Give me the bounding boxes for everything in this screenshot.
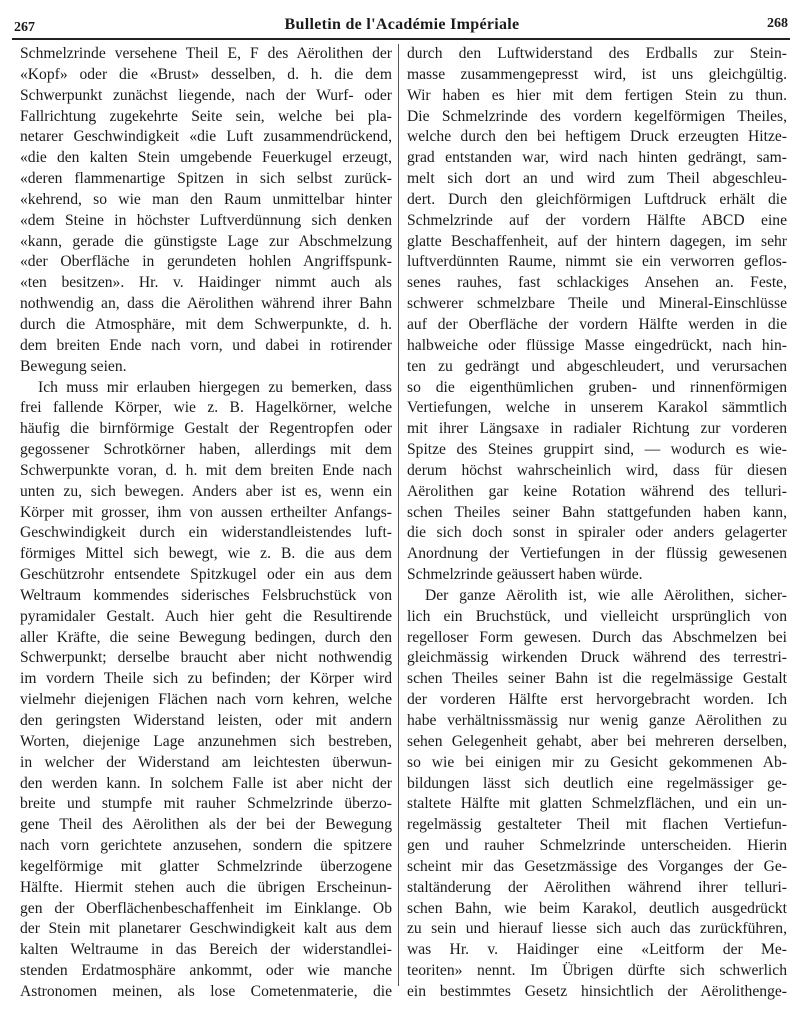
text-line: Die Schmelzrinde des vordern kegelförmigen Theiles, xyxy=(407,107,787,125)
text-line: derum höchst wahrscheinlich wird, dass für diesen xyxy=(407,461,787,479)
text-line: habe verhältnissmässig nur wenig ganze Aërolithen zu xyxy=(407,712,787,729)
text-line: häufig die birnförmige Gestalt der Regentropfen oder xyxy=(20,420,392,438)
page-number-left: 267 xyxy=(14,20,35,35)
text-line: nach vorn gerichtete anzusehen, sondern die spitzere xyxy=(20,837,392,855)
text-line: so wie bei einigen mir zu Gesicht gekommenen Ab- xyxy=(407,753,787,771)
text-line: was Hr. v. Haidinger eine «Leitform der Me- xyxy=(407,941,787,959)
text-line: Schmelzrinde versehene Theil E, F des Aërolithen der xyxy=(20,45,392,62)
text-line: Geschwindigkeit durch ein widerstandleistendes luft- xyxy=(20,524,392,542)
text-line: durch den Luftwiderstand des Erdballs zur Stein- xyxy=(407,45,787,62)
text-line: Weltraum kommendes siderisches Felsbruchstück von xyxy=(20,586,392,604)
running-header xyxy=(12,14,792,38)
text-line: gen der Oberflächenbeschaffenheit im Einklange. Ob xyxy=(20,899,392,917)
text-line: schen Bahn, wie beim Karakol, deutlich ausgedrückt xyxy=(407,899,787,917)
text-line: Schmelzrinde geäussert haben würde. xyxy=(407,566,643,584)
text-line: dem breiten Ende nach vorn, und dabei in rotirender xyxy=(20,336,392,354)
header-rule xyxy=(12,38,790,40)
text-line: Körper mit grosser, ihm von aussen ertheilter Anfangs- xyxy=(20,503,392,521)
text-line: zu sein und hierauf liesse sich auch das zurückführen, xyxy=(407,920,787,938)
text-line: frei fallende Körper, wie z. B. Hagelkörner, welche xyxy=(20,399,392,417)
text-line: Aërolithen gar keine Rotation während des telluri- xyxy=(407,482,787,500)
text-line: regelloser Form gewesen. Durch das Abschmelzen bei xyxy=(407,628,787,646)
text-line: kegelförmige mit glatter Schmelzrinde überzogene xyxy=(20,857,392,875)
text-line: «dem Steine in höchster Luftverdünnung sich denken xyxy=(20,211,392,229)
text-line: Worten, diejenige Lage anzunehmen sich bestreben, xyxy=(20,732,392,750)
text-line: gene Theil des Aërolithen als der bei der Bewegung xyxy=(20,816,392,834)
text-line: der Stein mit planetarer Geschwindigkeit kalt aus dem xyxy=(20,920,392,938)
text-line: Bewegung seien. xyxy=(20,357,127,375)
text-line: in welcher der Widerstand am leichtesten überwun- xyxy=(20,753,392,771)
journal-title: Bulletin de l'Académie Impériale xyxy=(284,16,520,33)
text-line: scheint mir das Gesetzmässige des Vorganges der Ge- xyxy=(407,857,787,875)
text-line: nothwendig an, dass die Aërolithen während ihrer Bahn xyxy=(20,295,392,313)
text-line: dert. Durch den gleichförmigen Luftdruck erhält die xyxy=(407,190,787,208)
text-line: schwerer schmelzbare Theile und Mineral-Einschlüsse xyxy=(407,295,787,313)
text-line: schen Theiles seiner Bahn ist die regelmässige Gestalt xyxy=(407,670,787,688)
text-line: unten zu, sich bewegen. Anders aber ist es, wenn ein xyxy=(20,482,392,500)
text-line: den werden kann. In solchem Falle ist aber nicht der xyxy=(20,774,392,792)
text-line: ein bestimmtes Gesetz hinsichtlich der Aërolithenge- xyxy=(407,982,787,1000)
text-line: lich ein Bruchstück, und vielleicht ursprünglich von xyxy=(407,607,787,625)
text-line: förmiges Mittel sich bewegt, wie z. B. die aus dem xyxy=(20,545,392,563)
text-line: halbweiche oder flüssige Masse eingedrückt, nach hin- xyxy=(407,336,787,354)
text-line: Ich muss mir erlauben hiergegen zu bemerken, dass xyxy=(38,378,392,396)
right-column xyxy=(407,44,787,1003)
text-line: Fallrichtung zugekehrte Seite sein, welche bei pla- xyxy=(20,107,392,125)
text-line: «der Oberfläche in gerundeten hohlen Angriffspunk- xyxy=(20,253,392,271)
text-line: netarer Geschwindigkeit «die Luft zusammendrückend, xyxy=(20,128,392,146)
text-line: der vorderen Hälfte erst hervorgebracht worden. Ich xyxy=(407,691,787,709)
text-line: stenden Erdatmosphäre ankommt, oder wie manche xyxy=(20,962,392,980)
text-line: masse zusammengepresst wird, ist uns gleichgültig. xyxy=(407,65,787,83)
text-line: pyramidaler Gestalt. Auch hier geht die Resultirende xyxy=(20,607,392,625)
text-line: Der ganze Aërolith ist, wie alle Aërolithen, sicher- xyxy=(425,586,787,604)
text-line: Astronomen meinen, als lose Cometenmaterie, die xyxy=(20,982,392,1000)
text-line: durch die Atmosphäre, mit dem Schwerpunkte, d. h. xyxy=(20,315,392,333)
text-line: Schmelzrinde auf der vordern Hälfte ABCD eine xyxy=(407,211,787,229)
page-number-right: 268 xyxy=(767,16,788,31)
text-line: so die eigenthümlichen gruben- und rinnenförmigen xyxy=(407,378,787,396)
text-line: Anordnung der Vertiefungen in der flüssig gewesenen xyxy=(407,545,787,563)
text-line: gleichmässig wirkenden Druck während des terrestri- xyxy=(407,649,787,667)
text-line: luftverdünnten Raume, nimmt sie ein verworren geflos- xyxy=(407,253,787,271)
text-line: im vordern Theile sich zu befinden; der Körper wird xyxy=(20,670,392,688)
text-line: Vertiefungen, welche in unserem Karakol sämmtlich xyxy=(407,399,787,417)
text-line: staltete Hälfte mit glatten Schmelzflächen, und ein un- xyxy=(407,795,787,813)
text-line: teoriten» nennt. Im Übrigen dürfte sich schwerlich xyxy=(407,962,787,980)
text-line: regelmässig gestalteter Theil mit flachen Vertiefun- xyxy=(407,816,787,834)
text-line: Schwerpunkte voran, d. h. mit dem breiten Ende nach xyxy=(20,461,392,479)
text-line: vielmehr diejenigen Flächen nach vorn kehren, welche xyxy=(20,691,392,709)
text-line: «kann, gerade die günstigste Lage zur Abschmelzung xyxy=(20,232,392,250)
text-line: schen Theiles seiner Bahn stattgefunden haben kann, xyxy=(407,503,787,521)
text-line: mit ihrer Längsaxe in radialer Richtung zur vorderen xyxy=(407,420,787,438)
text-line: die sich doch sonst in spiraler oder anders gelagerter xyxy=(407,524,787,542)
text-line: «deren flammenartige Spitzen in sich selbst zurück- xyxy=(20,170,392,188)
text-line: «die den kalten Stein umgebende Feuerkugel erzeugt, xyxy=(20,149,392,167)
text-line: den geringsten Widerstand leisten, oder mit andern xyxy=(20,712,392,729)
text-line: glatte Beschaffenheit, auf der hintern dagegen, im sehr xyxy=(407,232,787,250)
text-line: staltänderung der Aërolithen während ihrer telluri- xyxy=(407,878,787,896)
text-line: «kehrend, so wie man den Raum unmittelbar hinter xyxy=(20,190,392,208)
text-line: welche durch den bei heftigem Druck erzeugten Hitze- xyxy=(407,128,787,146)
text-line: melt sich dort an und wird zum Theil abgeschleu- xyxy=(407,170,787,188)
text-line: «ten besitzen». Hr. v. Haidinger nimmt auch als xyxy=(20,274,392,292)
text-line: Wir haben es hier mit dem fertigen Stein zu thun. xyxy=(407,86,787,104)
text-line: Hälfte. Hiermit stehen auch die übrigen Erscheinun- xyxy=(20,878,392,896)
text-line: auf der Oberfläche der vordern Hälfte werden in die xyxy=(407,315,787,333)
text-line: ten zu gedrängt und abgeschleudert, und verursachen xyxy=(407,357,787,375)
text-line: gegossener Schrotkörner haben, allerdings mit dem xyxy=(20,441,392,459)
text-line: breite und stumpfe mit rauher Schmelzrinde überzo- xyxy=(20,795,392,813)
text-line: gen und rauher Schmelzrinde unterscheiden. Hierin xyxy=(407,837,787,855)
text-line: Schwerpunkt; derselbe braucht aber nicht nothwendig xyxy=(20,649,392,667)
text-line: grad entstanden war, wird nach hinten gedrängt, sam- xyxy=(407,149,787,167)
text-line: «Kopf» oder die «Brust» desselben, d. h. die dem xyxy=(20,65,392,83)
text-line: Spitze des Steines gruppirt sind, — wodurch es wie- xyxy=(407,441,787,459)
text-line: kalten Weltraume in das Bereich der widerstandlei- xyxy=(20,941,392,959)
text-line: Geschützrohr entsendete Spitzkugel oder ein aus dem xyxy=(20,566,392,584)
text-line: aller Kräfte, die seine Bewegung bedingen, durch den xyxy=(20,628,392,646)
text-line: bildungen lässt sich deutlich eine regelmässiger ge- xyxy=(407,774,787,792)
text-line: Schwerpunkt zunächst liegende, nach der Wurf- oder xyxy=(20,86,392,104)
text-line: senes rauhes, fast schlackiges Ansehen an. Feste, xyxy=(407,274,787,292)
column-divider xyxy=(398,44,399,986)
text-line: sehen Gelegenheit gehabt, aber bei mehreren derselben, xyxy=(407,732,787,750)
left-column xyxy=(20,44,392,1003)
